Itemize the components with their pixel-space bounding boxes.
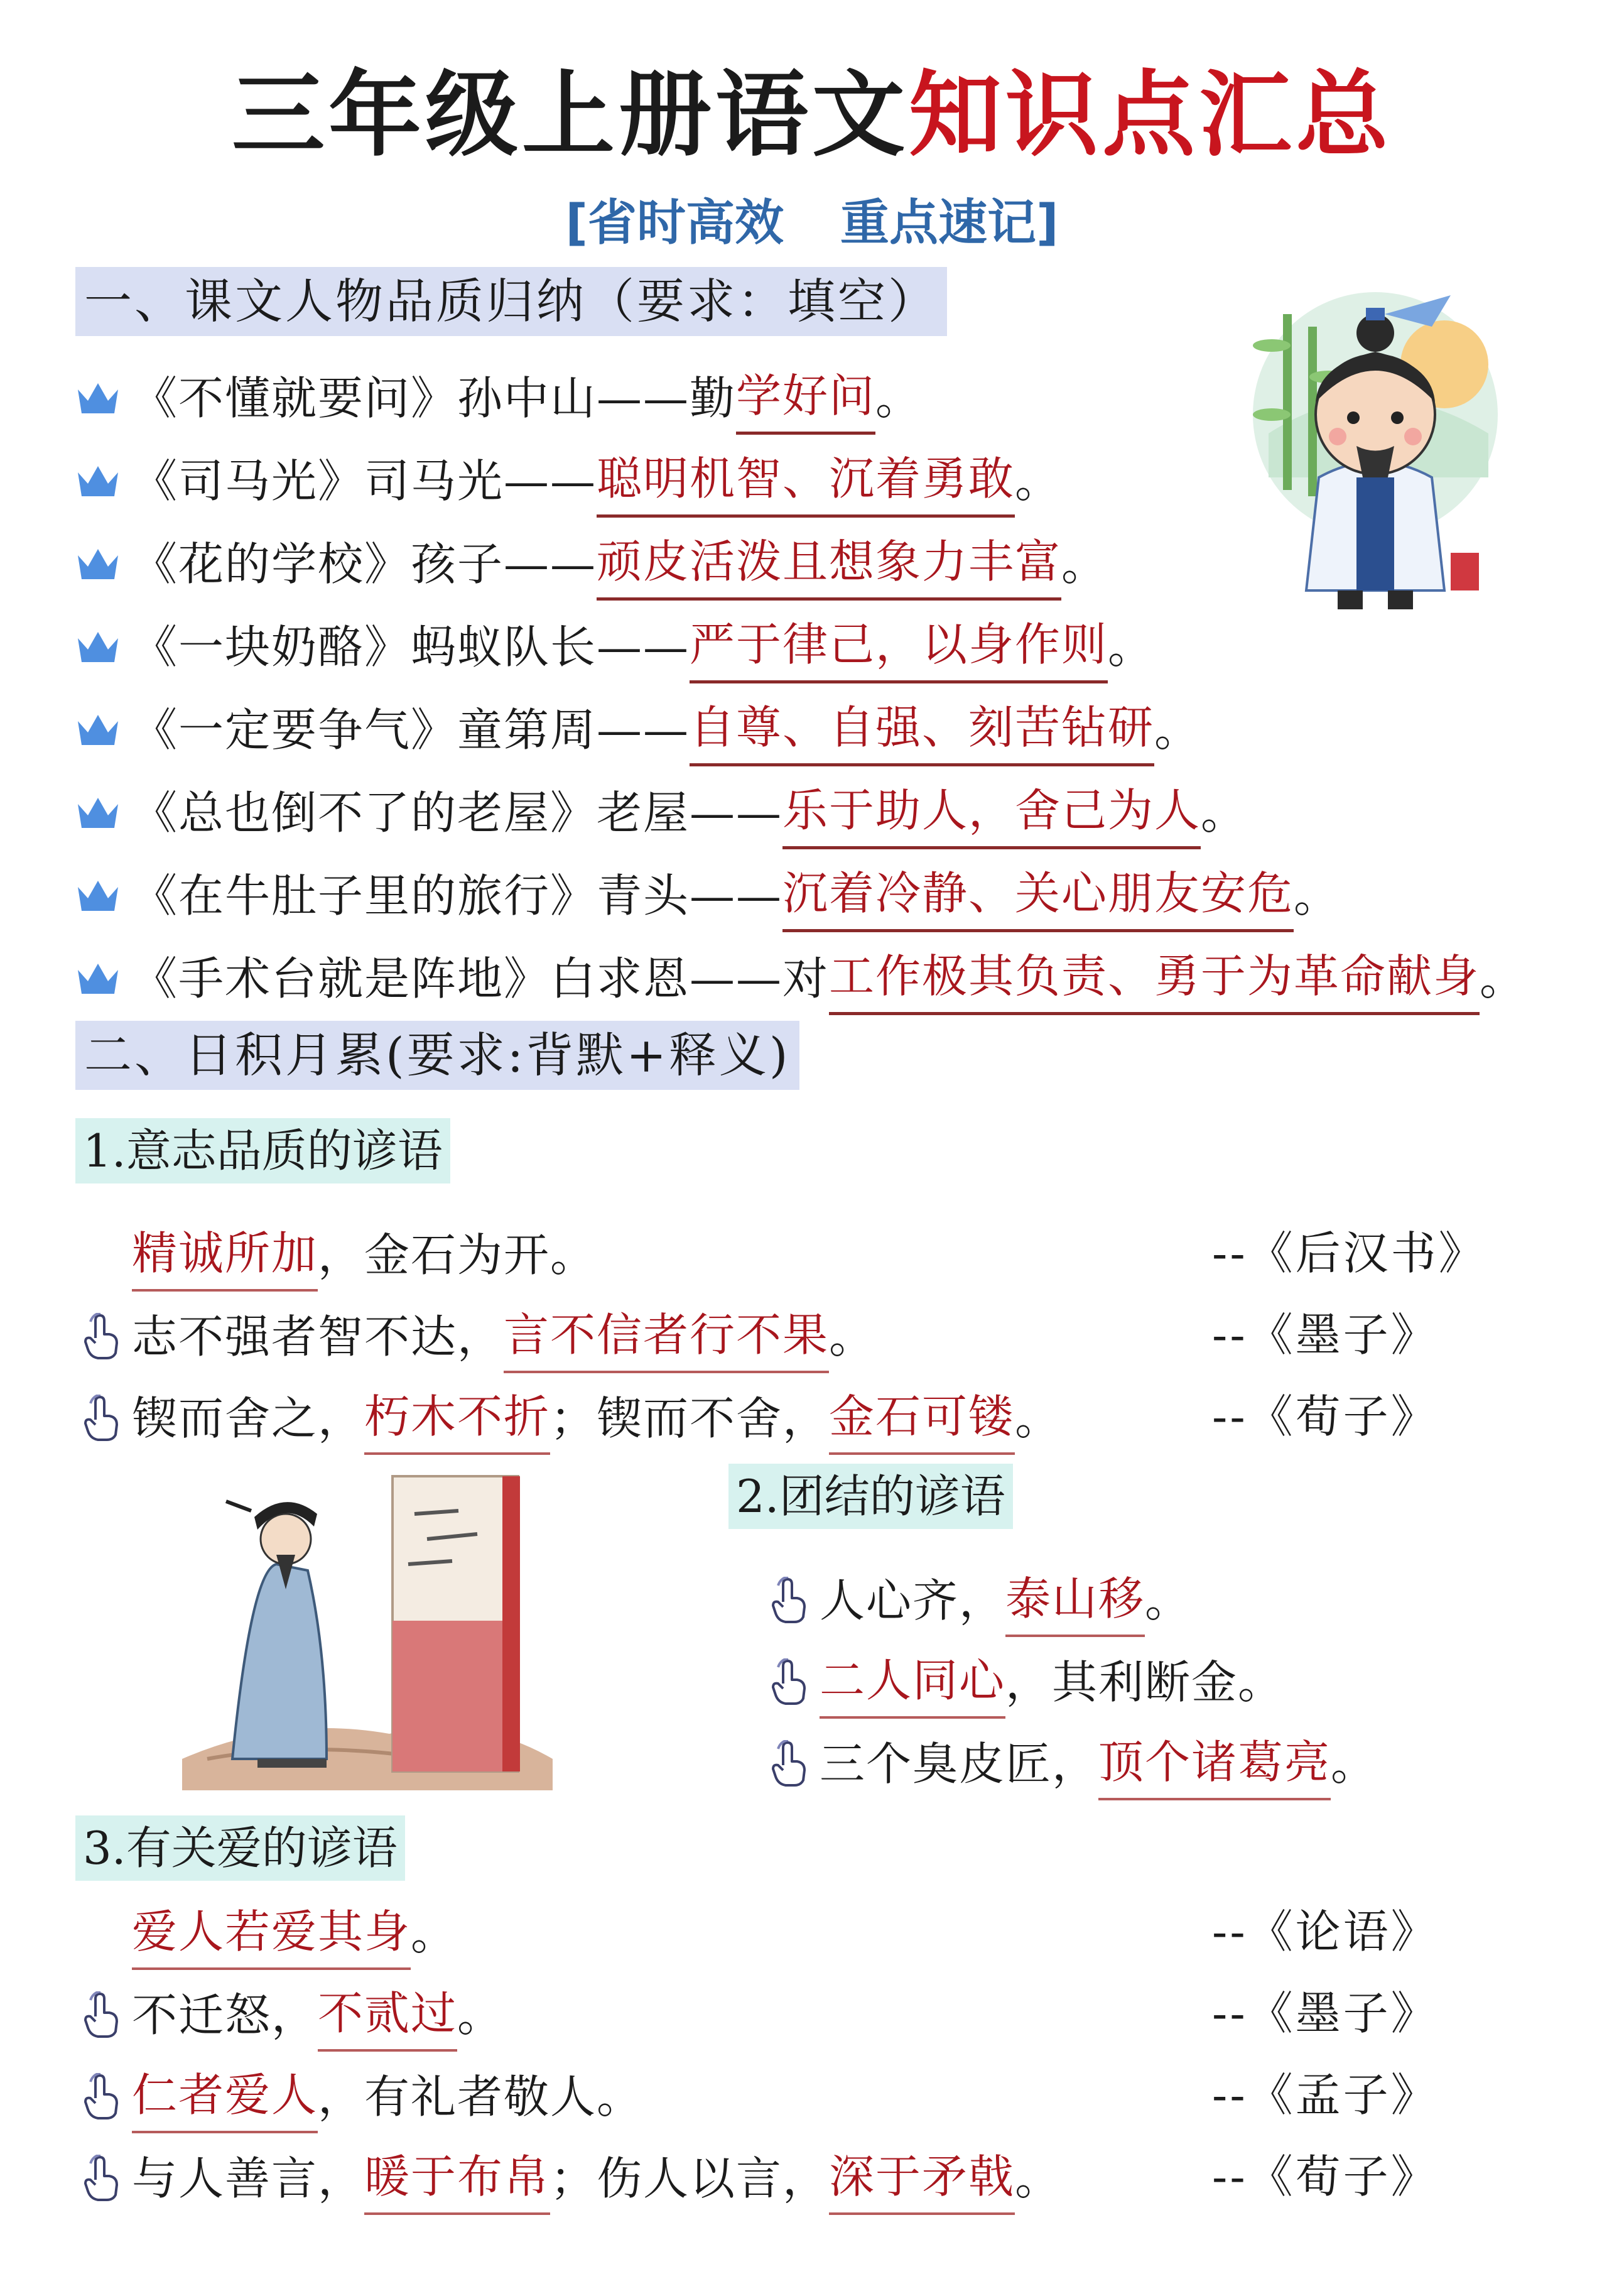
quality-answer: 严于律己，以身作则 xyxy=(690,610,1108,683)
pointing-hand-icon xyxy=(769,1740,808,1788)
proverb-row xyxy=(82,1219,597,1292)
quality-answer: 工作极其负责、勇于为革命献身 xyxy=(829,942,1480,1015)
quality-lead: 《一块奶酪》蚂蚁队长—— xyxy=(132,620,690,673)
pointing-hand-icon xyxy=(82,1395,121,1442)
quality-lead: 《手术台就是阵地》白求恩——对 xyxy=(132,952,830,1005)
proverb-answer: 仁者爱人 xyxy=(132,2060,318,2133)
proverb-row xyxy=(82,1300,875,1373)
quality-end: 。 xyxy=(1154,703,1201,756)
quality-row xyxy=(75,942,1526,1015)
scholar-figure xyxy=(1243,289,1507,628)
quality-answer: 沉着冷静、关心朋友安危 xyxy=(782,859,1294,932)
section-2-heading: 二、日积月累(要求:背默+释义) xyxy=(75,1021,799,1090)
proverb-row xyxy=(769,1646,1284,1719)
subtitle-part-b: 重点速记] xyxy=(840,195,1059,251)
crown-icon xyxy=(75,628,121,666)
proverb-text: 。 xyxy=(1331,1738,1378,1790)
proverb-text: 三个臭皮匠， xyxy=(820,1738,1099,1790)
group-2-heading: 2.团结的谚语 xyxy=(728,1464,1013,1529)
proverb-text: 。 xyxy=(1015,2152,1062,2205)
pointing-hand-icon xyxy=(82,2073,121,2121)
proverb-row xyxy=(769,1564,1191,1637)
crown-icon xyxy=(75,794,121,832)
proverb-text: 志不强者智不达， xyxy=(132,1310,504,1363)
quality-end: 。 xyxy=(1201,786,1248,839)
crown-icon xyxy=(75,960,121,998)
proverb-answer: 精诚所加 xyxy=(132,1219,318,1292)
quality-lead: 《一定要争气》童第周—— xyxy=(132,703,690,756)
quality-row xyxy=(75,527,1108,601)
quality-answer: 乐于助人，舍己为人 xyxy=(782,776,1201,849)
pointing-hand-icon xyxy=(82,2155,121,2202)
quality-answer: 学好问 xyxy=(736,361,875,435)
page-subtitle xyxy=(0,188,1624,258)
proverb-text: 与人善言， xyxy=(132,2152,365,2205)
subtitle-part-a: [省时高效 xyxy=(565,195,784,251)
proverb-row xyxy=(82,2142,1061,2215)
quality-end: 。 xyxy=(1061,537,1108,590)
proverb-row xyxy=(82,1897,457,1970)
section-1-heading: 一、课文人物品质归纳（要求：填空） xyxy=(75,267,947,336)
quality-answer: 自尊、自强、刻苦钻研 xyxy=(690,693,1154,766)
proverb-source: --《孟子》 xyxy=(1212,2069,1439,2121)
proverb-source: --《墨子》 xyxy=(1212,1987,1439,2040)
proverb-answer: 金石可镂 xyxy=(829,1382,1015,1455)
pointing-hand-icon xyxy=(82,1313,121,1361)
proverb-answer: 暖于布帛 xyxy=(364,2142,550,2215)
proverb-answer: 朽木不折 xyxy=(364,1382,550,1455)
proverb-text: 。 xyxy=(1015,1392,1062,1445)
proverb-row xyxy=(769,1727,1377,1800)
proverb-source: --《荀子》 xyxy=(1212,1390,1439,1443)
proverb-answer: 深于矛戟 xyxy=(829,2142,1015,2215)
proverb-text: ，其利断金。 xyxy=(1005,1656,1285,1709)
quality-lead: 《司马光》司马光—— xyxy=(132,454,597,508)
proverb-text: 不迁怒， xyxy=(132,1989,318,2042)
proverb-text: ，有礼者敬人。 xyxy=(318,2070,644,2123)
quality-end: 。 xyxy=(1108,620,1155,673)
quality-row xyxy=(75,859,1340,932)
crown-icon xyxy=(75,379,121,417)
quality-end: 。 xyxy=(1480,952,1527,1005)
proverb-row xyxy=(82,1382,1061,1455)
proverb-text: 人心齐， xyxy=(820,1574,1006,1627)
page-title xyxy=(0,55,1624,175)
proverb-answer: 顶个诸葛亮 xyxy=(1098,1727,1331,1800)
quality-row xyxy=(75,361,922,435)
proverb-source: --《后汉书》 xyxy=(1212,1227,1486,1280)
proverb-text: ；锲而不舍， xyxy=(550,1392,830,1445)
proverb-answer: 二人同心 xyxy=(820,1646,1005,1719)
proverb-answer: 不贰过 xyxy=(318,1979,457,2052)
proverb-text: ；伤人以言， xyxy=(550,2152,830,2205)
quality-row xyxy=(75,444,1061,518)
quality-end: 。 xyxy=(1294,869,1341,922)
pointing-hand-icon xyxy=(769,1577,808,1624)
group-3-heading: 3.有关爱的谚语 xyxy=(75,1815,405,1881)
crown-icon xyxy=(75,711,121,749)
quality-row xyxy=(75,693,1201,766)
quality-end: 。 xyxy=(875,371,923,425)
quality-row xyxy=(75,776,1247,849)
group-1-heading: 1.意志品质的谚语 xyxy=(75,1118,450,1183)
proverb-answer: 爱人若爱其身 xyxy=(132,1897,411,1970)
pointing-hand-icon xyxy=(769,1658,808,1706)
quality-lead: 《花的学校》孩子—— xyxy=(132,537,597,590)
proverb-source: --《墨子》 xyxy=(1212,1309,1439,1361)
quality-answer: 聪明机智、沉着勇敢 xyxy=(597,444,1015,518)
pointing-hand-icon xyxy=(82,1991,121,2039)
proverb-row xyxy=(82,2060,643,2133)
crown-icon xyxy=(75,877,121,915)
quality-lead: 《不懂就要问》孙中山——勤 xyxy=(132,371,737,425)
quality-lead: 《在牛肚子里的旅行》青头—— xyxy=(132,869,783,922)
proverb-text: 锲而舍之， xyxy=(132,1392,365,1445)
proverb-answer: 言不信者行不果 xyxy=(504,1300,829,1373)
proverb-row xyxy=(82,1979,504,2052)
crown-icon xyxy=(75,462,121,500)
quality-end: 。 xyxy=(1015,454,1062,508)
title-black: 三年级上册语文 xyxy=(232,61,909,169)
proverb-text: ，金石为开。 xyxy=(318,1229,597,1281)
proverb-source: --《荀子》 xyxy=(1212,2150,1439,2203)
proverb-source: --《论语》 xyxy=(1212,1905,1439,1958)
title-red: 知识点汇总 xyxy=(909,61,1392,169)
crown-icon xyxy=(75,545,121,583)
quality-lead: 《总也倒不了的老屋》老屋—— xyxy=(132,786,783,839)
quality-row xyxy=(75,610,1154,683)
quality-answer: 顽皮活泼且想象力丰富 xyxy=(597,527,1061,601)
poet-figure xyxy=(182,1464,553,1790)
proverb-text: 。 xyxy=(1145,1574,1192,1627)
proverb-text: 。 xyxy=(829,1310,876,1363)
proverb-text: 。 xyxy=(457,1989,504,2042)
proverb-answer: 泰山移 xyxy=(1005,1564,1145,1637)
proverb-text: 。 xyxy=(411,1907,458,1960)
